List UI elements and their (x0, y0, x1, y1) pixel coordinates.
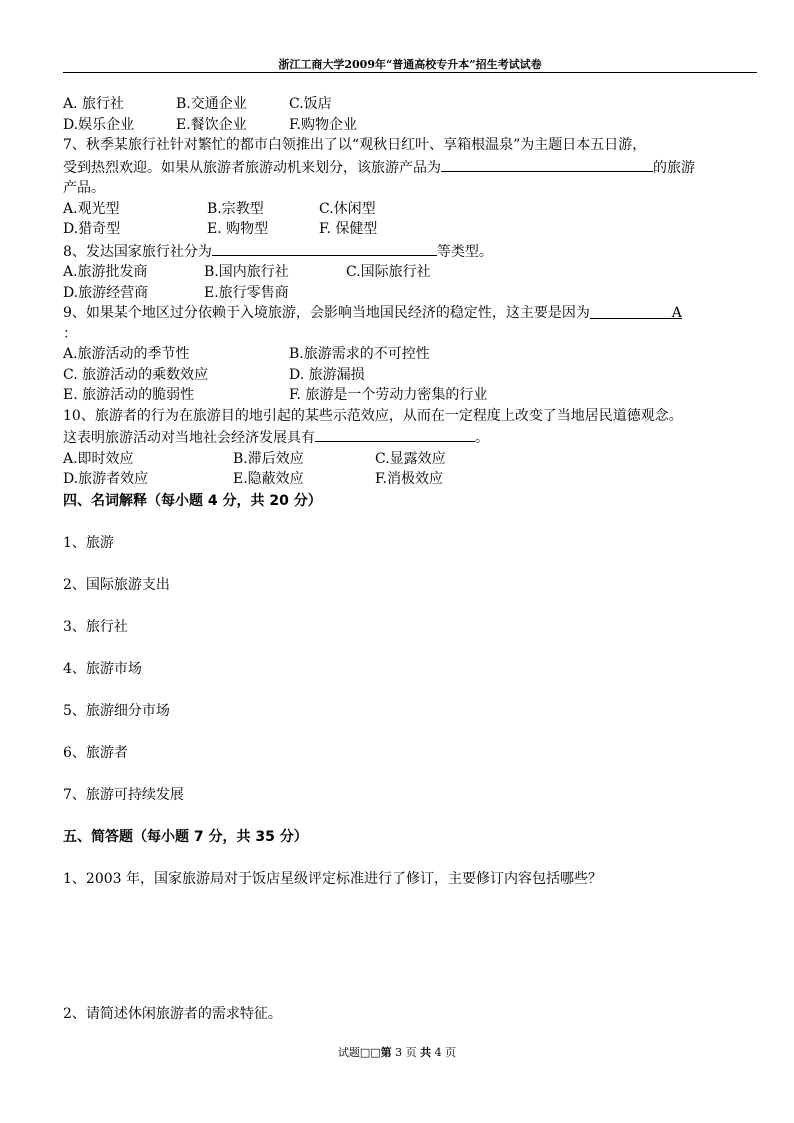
option: A.观光型 (63, 200, 120, 217)
option: C. 旅游活动的乘数效应 (63, 366, 209, 383)
section5-title: 五、简答题（每小题 7 分，共 35 分） (63, 828, 308, 845)
q10-stem-line2 (63, 426, 757, 449)
q9-answer: A (671, 305, 682, 321)
option: B.旅游需求的不可控性 (289, 346, 430, 362)
answer-space (63, 889, 757, 982)
footer-prefix: 试题□□ (337, 1046, 381, 1059)
q10-answer-blank[interactable] (315, 426, 475, 442)
option: D.旅游者效应 (63, 471, 149, 487)
q9-options-row2 (63, 365, 757, 386)
term-item: 7、旅游可持续发展 (63, 786, 184, 803)
q9-options-row3 (63, 385, 757, 406)
q8-stem-post: 等类型。 (436, 243, 493, 260)
q7-stem-line1: 7、秋季某旅行社针对繁忙的都市白领推出了以“观秋日红叶、享箱根温泉”为主题日本五日游， (63, 137, 647, 153)
option: A.旅游批发商 (63, 264, 148, 280)
q6-options-row2 (63, 115, 757, 136)
section4-title: 四、名词解释（每小题 4 分，共 20 分） (63, 492, 322, 509)
footer-bold: 第 (380, 1046, 392, 1059)
q7-stem-post: 的旅游 (653, 159, 695, 176)
option: D.旅游经营商 (63, 284, 149, 301)
q8-stem (63, 240, 757, 263)
q10-stem-pre: 这表明旅游活动对当地社会经济发展具有 (63, 430, 315, 446)
footer-total: 4 页 (431, 1046, 457, 1059)
footer-page: 3 页 (391, 1046, 421, 1059)
option: F. 旅游是一个劳动力密集的行业 (289, 387, 488, 403)
option: A.旅游活动的季节性 (63, 346, 190, 362)
q9-stem-pre: 9、如果某个地区过分依赖于入境旅游，会影响当地国民经济的稳定性，这主要是因为 (63, 305, 590, 321)
option: E.隐蔽效应 (233, 471, 304, 487)
option: B.交通企业 (176, 96, 247, 112)
q8-options-row1 (63, 262, 757, 283)
option: B.宗教型 (207, 200, 264, 217)
page-footer (0, 1044, 794, 1060)
option: C.饭店 (289, 96, 332, 112)
option: E.餐饮企业 (176, 116, 247, 133)
option: A. 旅行社 (63, 96, 125, 112)
term-item: 2、国际旅游支出 (63, 576, 170, 593)
option: F.消极效应 (375, 471, 443, 487)
q6-options-row1 (63, 94, 757, 115)
q7-stem-line2 (63, 156, 757, 179)
q7-options-row2 (63, 219, 757, 240)
option: D.娱乐企业 (63, 116, 135, 133)
q7-answer-blank[interactable] (441, 156, 653, 172)
footer-bold2: 共 (420, 1046, 432, 1059)
term-item: 3、旅行社 (63, 618, 128, 635)
term-item: 1、旅游 (63, 534, 114, 551)
option: B.国内旅行社 (204, 264, 289, 280)
option: F. 保健型 (319, 221, 378, 237)
q8-answer-blank[interactable] (212, 240, 437, 256)
q7-stem-pre: 受到热烈欢迎。如果从旅游者旅游动机来划分，该旅游产品为 (63, 159, 441, 176)
q10-options-row1 (63, 449, 757, 470)
q9-stem (63, 303, 757, 324)
option: F.购物企业 (289, 116, 357, 133)
option: E. 购物型 (207, 221, 269, 237)
term-item: 6、旅游者 (63, 744, 128, 761)
option: C.显露效应 (375, 450, 446, 467)
q9-options-row1 (63, 344, 757, 365)
option: E. 旅游活动的脆弱性 (63, 387, 195, 403)
q8-options-row2 (63, 283, 757, 304)
option: C.国际旅行社 (346, 264, 431, 280)
option: B.滞后效应 (233, 450, 304, 467)
q10-stem-post: 。 (475, 430, 489, 446)
q9-answer-blank[interactable] (590, 303, 682, 319)
page-header: 浙江工商大学2009年“普通高校专升本”招生考试试卷 (278, 58, 542, 71)
short-answer-question: 2、请简述休闲旅游者的需求特征。 (63, 1005, 282, 1022)
term-item: 5、旅游细分市场 (63, 702, 170, 719)
q9-colon: ： (63, 325, 77, 342)
header-rule (63, 72, 757, 73)
short-answer-question: 1、2003 年，国家旅游局对于饭店星级评定标准进行了修订，主要修订内容包括哪些？ (63, 870, 602, 887)
option: C.休闲型 (319, 200, 376, 217)
option: D.猎奇型 (63, 221, 121, 237)
term-item: 4、旅游市场 (63, 660, 142, 677)
q8-stem-pre: 8、发达国家旅行社分为 (63, 243, 212, 260)
q10-options-row2 (63, 469, 757, 490)
q7-stem-line3: 产品。 (63, 180, 105, 196)
q7-options-row1 (63, 199, 757, 220)
option: E.旅行零售商 (204, 284, 289, 301)
option: A.即时效应 (63, 450, 134, 467)
option: D. 旅游漏损 (289, 366, 365, 383)
exam-content (63, 94, 757, 1024)
q10-stem-line1: 10、旅游者的行为在旅游目的地引起的某些示范效应，从而在一定程度上改变了当地居民道德观念。 (63, 407, 683, 424)
